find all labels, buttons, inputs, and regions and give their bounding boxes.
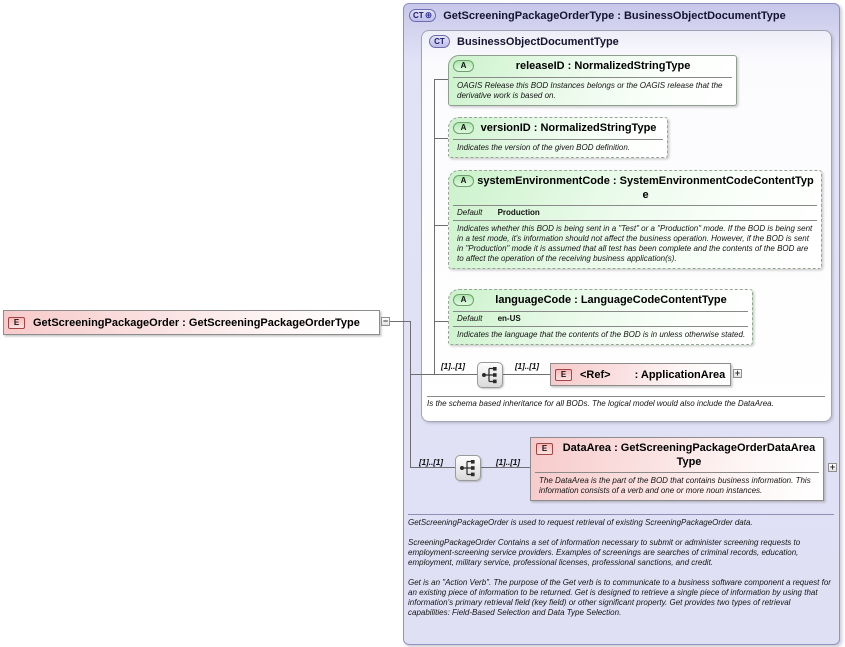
attribute-title: A systemEnvironmentCode : SystemEnvironmentCodeContentType bbox=[449, 171, 821, 205]
base-type-annotation: Is the schema based inheritance for all BODs. The logical model would also include the DataArea. bbox=[427, 396, 825, 409]
sequence-icon bbox=[456, 456, 480, 480]
connector-trunk-line bbox=[410, 321, 411, 468]
attribute-badge: A bbox=[453, 175, 474, 187]
attribute-badge: A bbox=[453, 122, 474, 134]
attribute-badge: A bbox=[453, 60, 474, 72]
root-element-box[interactable] bbox=[3, 310, 380, 335]
connector-line bbox=[410, 374, 477, 375]
element-badge: E bbox=[536, 443, 553, 455]
attribute-title: A versionID : NormalizedStringType bbox=[449, 118, 667, 139]
connector-line bbox=[503, 374, 550, 375]
attribute-annotation: Indicates the version of the given BOD definition. bbox=[457, 142, 630, 152]
connector-stub-line bbox=[435, 321, 448, 322]
base-type-title: BusinessObjectDocumentType bbox=[457, 35, 619, 48]
root-element-title: GetScreeningPackageOrder : GetScreeningPackageOrderType bbox=[33, 316, 360, 329]
attribute-default-row bbox=[449, 312, 752, 326]
expand-toggle[interactable]: + bbox=[829, 462, 836, 472]
documentation-paragraph: Get is an "Action Verb". The purpose of the Get verb is to communicate to a business software component a request for an existing piece of information to be returned. Get is designed to retrieve a single piece of information by using that information's primary retrieval field (key field) or other significant property. Get provides two types of retrieval capabilities: Field-Based Selection and Data Type Selection. bbox=[408, 578, 831, 617]
connector-stub-line bbox=[435, 138, 448, 139]
cardinality-label: [1]..[1] bbox=[515, 362, 539, 371]
derived-type-title: GetScreeningPackageOrderType : BusinessObjectDocumentType bbox=[443, 9, 786, 22]
base-type-header bbox=[422, 31, 831, 48]
default-value: Production bbox=[497, 208, 540, 217]
attribute-annotation: Indicates whether this BOD is being sent in a "Test" or a "Production" mode. If the BOD is being sent in a test mode, it's information should not affect the business operation. However, if the BOD is sent in "Production" mode it is assumed that all test has been complete and the contents of the BOD are to affect the operation of the receiving business application(s). bbox=[457, 224, 813, 263]
attribute-title: A languageCode : LanguageCodeContentType bbox=[449, 290, 752, 311]
attribute-default-row bbox=[449, 206, 821, 220]
cardinality-label: [1]..[1] bbox=[496, 458, 520, 467]
sequence-compositor-icon[interactable] bbox=[477, 362, 503, 388]
attribute-badge: A bbox=[453, 294, 474, 306]
sequence-icon bbox=[478, 363, 502, 387]
plus-circle-icon: ⊕ bbox=[424, 10, 433, 20]
cardinality-label: [1]..[1] bbox=[441, 362, 465, 371]
default-label: Default bbox=[457, 208, 483, 217]
documentation-paragraph: ScreeningPackageOrder Contains a set of information necessary to submit or administer screening requests to employment-screening service providers. Examples of screenings are searches of criminal records, education, employment, military service, professional licenses, professional sanctions, and credit. bbox=[408, 538, 801, 567]
attribute-annotation: Indicates the language that the contents of the BOD is in unless otherwise stated. bbox=[457, 329, 746, 339]
documentation-paragraph: GetScreeningPackageOrder is used to request retrieval of existing ScreeningPackageOrder data. bbox=[408, 518, 753, 527]
connector-line bbox=[411, 467, 455, 468]
attribute-box-releaseID[interactable] bbox=[448, 55, 737, 106]
default-value: en-US bbox=[497, 313, 521, 323]
element-ref-type: : ApplicationArea bbox=[634, 368, 726, 381]
attribute-annotation: OAGIS Release this BOD Instances belongs or the OAGIS release that the derivative work is based on. bbox=[457, 80, 723, 100]
derived-type-header bbox=[404, 4, 839, 22]
default-label: Default bbox=[457, 313, 483, 323]
data-area-element-box[interactable] bbox=[530, 437, 824, 501]
cardinality-label: [1]..[1] bbox=[419, 458, 443, 467]
attribute-box-languageCode[interactable] bbox=[448, 289, 753, 345]
application-area-element-box[interactable] bbox=[550, 363, 731, 386]
expand-toggle[interactable]: + bbox=[734, 368, 741, 378]
element-title: E DataArea : GetScreeningPackageOrderDataAreaType bbox=[531, 438, 823, 472]
complex-type-badge-label: CT bbox=[413, 10, 424, 20]
complex-type-badge bbox=[429, 35, 450, 48]
attribute-trunk-line bbox=[434, 79, 435, 375]
element-ref-name: <Ref> bbox=[580, 368, 611, 381]
complex-type-badge-label: CT bbox=[434, 36, 445, 46]
attribute-title: A releaseID : NormalizedStringType bbox=[449, 56, 736, 77]
complex-type-extension-badge bbox=[409, 9, 436, 22]
connector-line bbox=[389, 321, 411, 322]
attribute-box-versionID[interactable] bbox=[448, 117, 668, 158]
connector-stub-line bbox=[435, 79, 448, 80]
attribute-box-systemEnvironmentCode[interactable] bbox=[448, 170, 822, 269]
sequence-compositor-icon[interactable] bbox=[455, 455, 481, 481]
collapse-toggle[interactable]: − bbox=[382, 316, 389, 326]
element-badge: E bbox=[555, 369, 572, 381]
type-documentation bbox=[408, 514, 834, 618]
element-badge: E bbox=[8, 317, 25, 329]
element-annotation: The DataArea is the part of the BOD that contains business information. This information consists of a verb and one or more noun instances. bbox=[539, 476, 811, 495]
connector-line bbox=[481, 467, 530, 468]
connector-stub-line bbox=[435, 225, 448, 226]
